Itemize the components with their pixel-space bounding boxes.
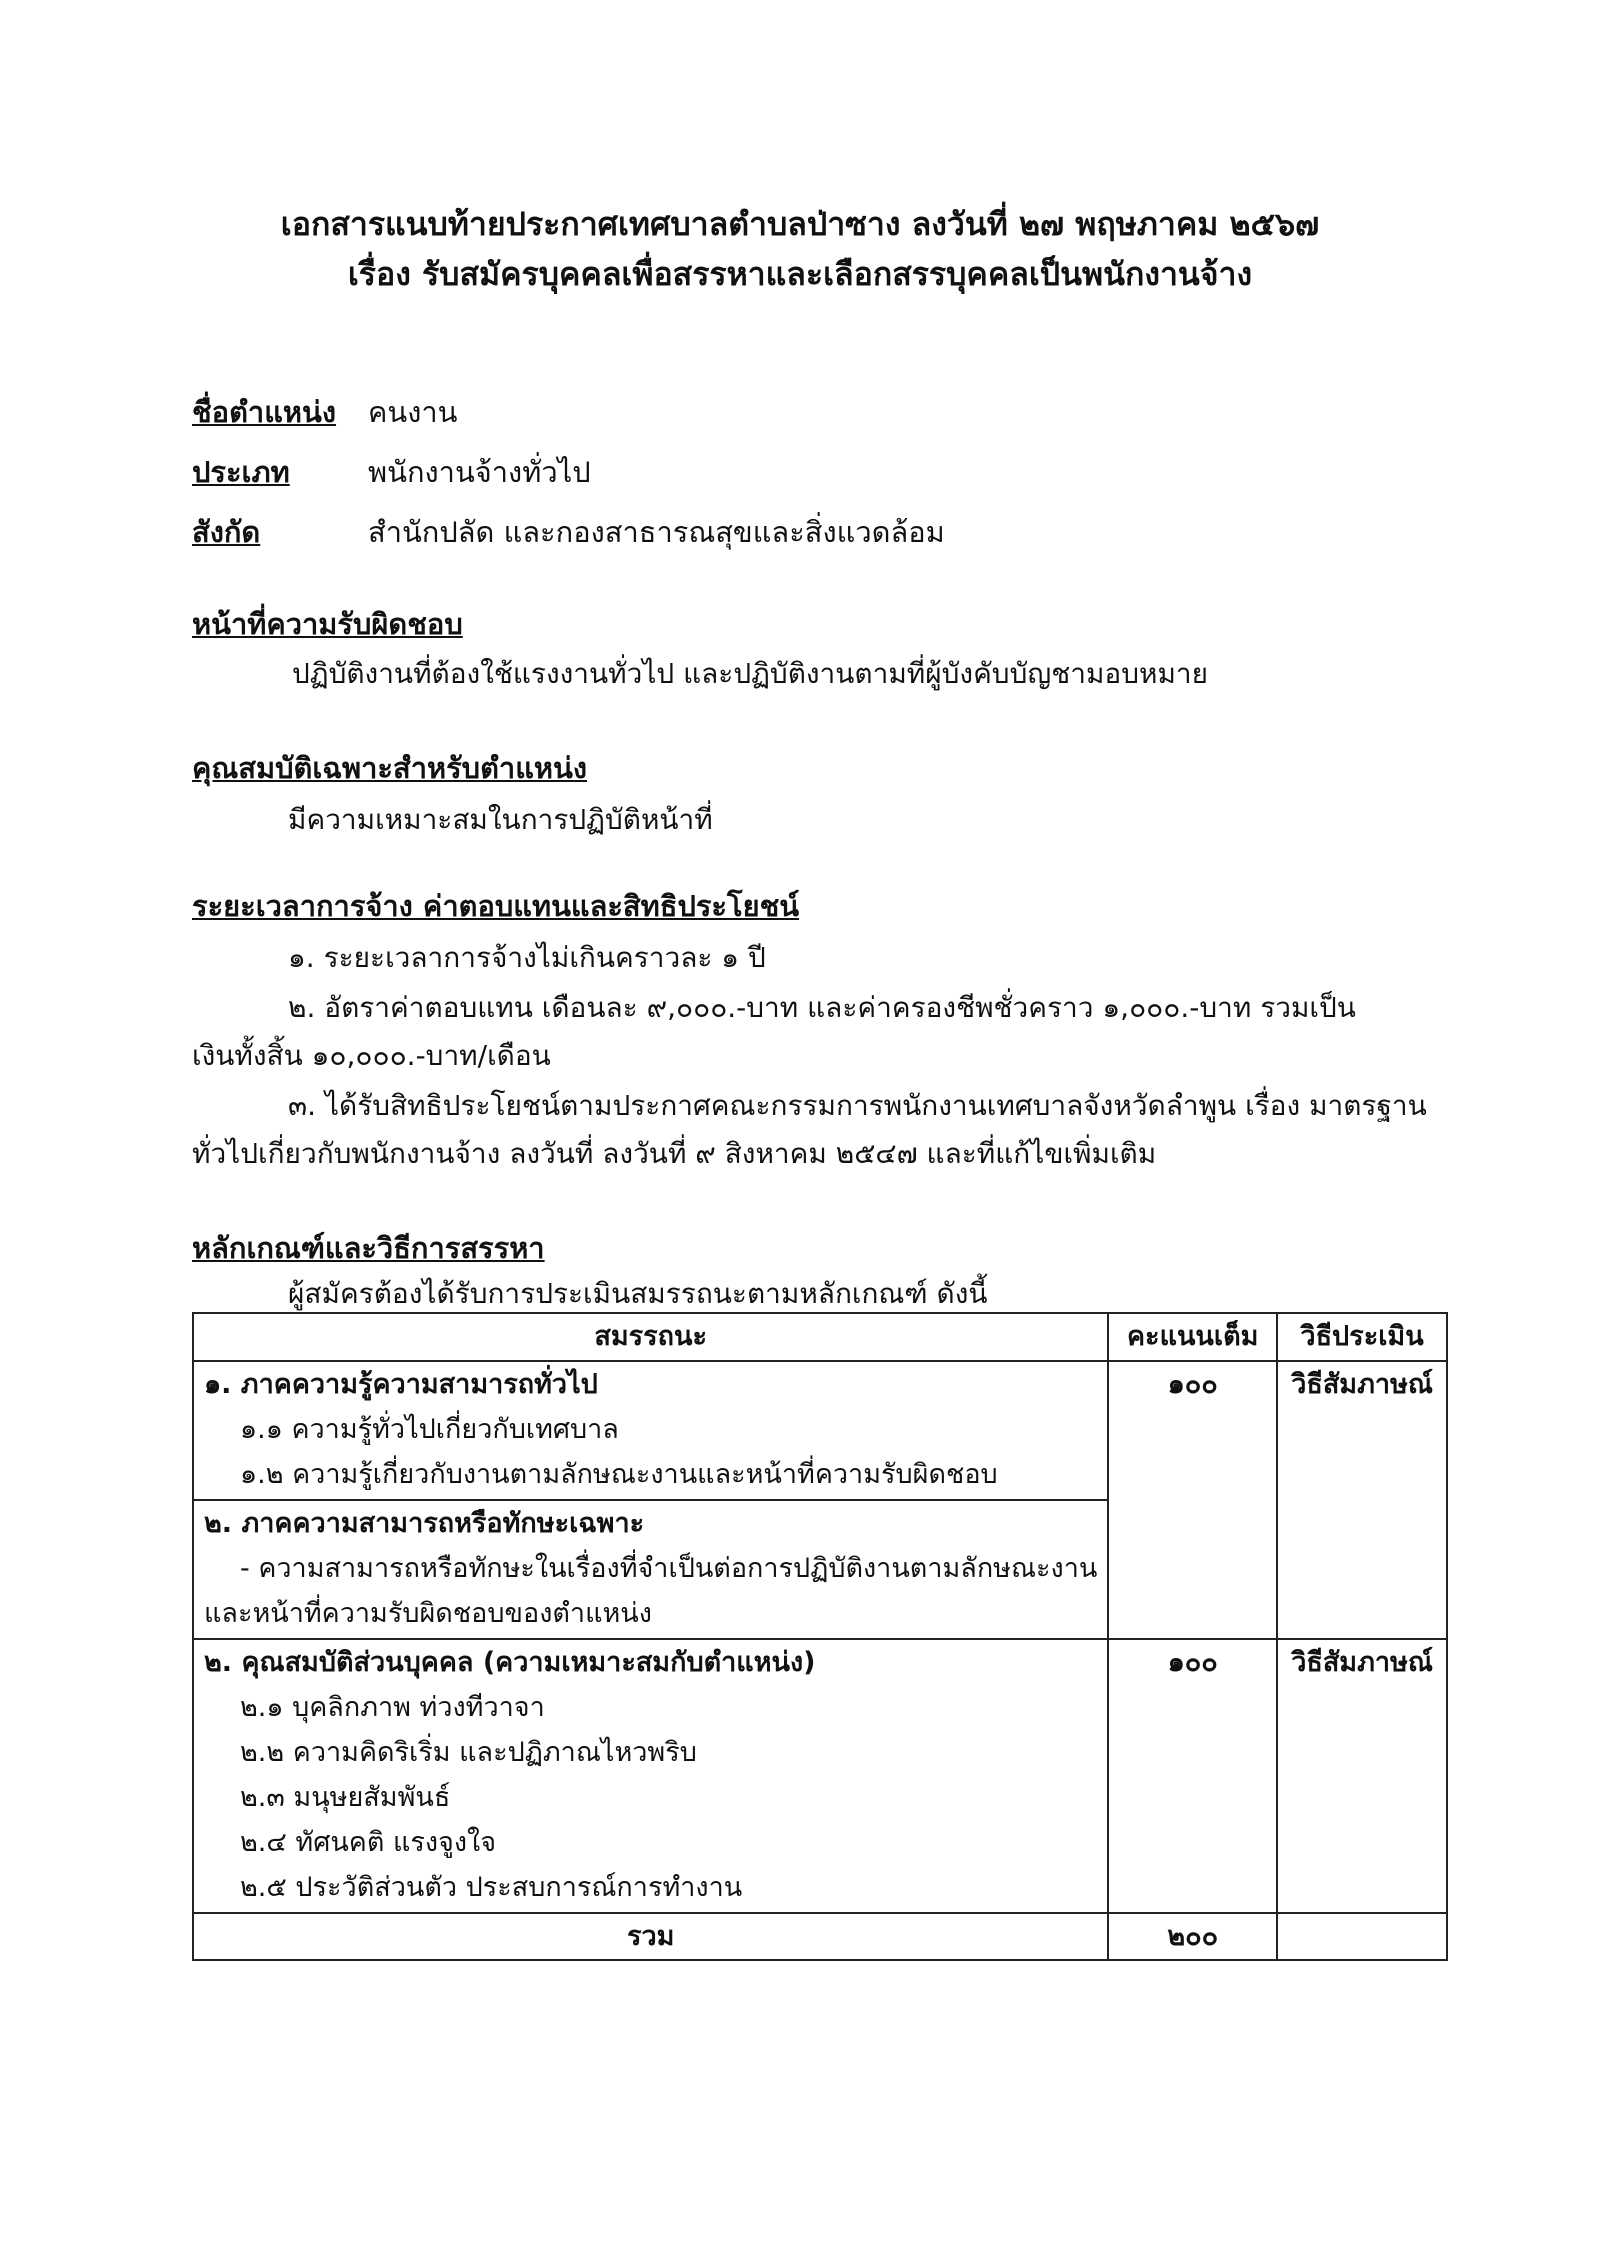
position-unit-label: สังกัด <box>192 515 261 549</box>
section3-item-2: ๒.๒ ความคิดริเริ่ม และปฏิภาณไหวพริบ <box>240 1737 697 1768</box>
total-score-cell <box>1108 1913 1277 1960</box>
section1-score-cell <box>1108 1361 1277 1639</box>
employment-item-3-line2: ทั่วไปเกี่ยวกับพนักงานจ้าง ลงวันที่ ลงวันที่ ๙ สิงหาคม ๒๕๔๗ และที่แก้ไขเพิ่มเติม <box>192 1137 1157 1170</box>
section3-method: วิธีสัมภาษณ์ <box>1291 1647 1433 1678</box>
table-row-section3 <box>193 1639 1447 1913</box>
competency-table <box>192 1312 1448 1961</box>
section1-cell <box>193 1361 1108 1500</box>
section1-score: ๑๐๐ <box>1167 1369 1218 1400</box>
section3-cell <box>193 1639 1108 1913</box>
section3-item-5: ๒.๕ ประวัติส่วนตัว ประสบการณ์การทำงาน <box>240 1872 743 1903</box>
criteria-intro: ผู้สมัครต้องได้รับการประเมินสมรรถนะตามหลักเกณฑ์ ดังนี้ <box>288 1277 988 1310</box>
criteria-heading: หลักเกณฑ์และวิธีการสรรหา <box>192 1231 545 1265</box>
position-name-label: ชื่อตำแหน่ง <box>192 395 337 429</box>
document-title-line1: เอกสารแนบท้ายประกาศเทศบาลตำบลป่าซาง ลงวันที่ ๒๗ พฤษภาคม ๒๕๖๗ <box>280 205 1320 243</box>
section3-item-4: ๒.๔ ทัศนคติ แรงจูงใจ <box>240 1827 497 1858</box>
position-type-value: พนักงานจ้างทั่วไป <box>368 455 591 489</box>
employment-item-3-line1: ๓. ได้รับสิทธิประโยชน์ตามประกาศคณะกรรมการพนักงานเทศบาลจังหวัดลำพูน เรื่อง มาตรฐาน <box>288 1089 1427 1122</box>
section1-method-cell <box>1277 1361 1447 1639</box>
section1-title: ๑. ภาคความรู้ความสามารถทั่วไป <box>204 1369 598 1400</box>
position-unit-value: สำนักปลัด และกองสาธารณสุขและสิ่งแวดล้อม <box>368 515 945 549</box>
section3-score-cell <box>1108 1639 1277 1913</box>
section2-item-line2: และหน้าที่ความรับผิดชอบของตำแหน่ง <box>204 1598 652 1629</box>
table-header-row <box>193 1313 1447 1361</box>
section3-title: ๒. คุณสมบัติส่วนบุคคล (ความเหมาะสมกับตำแหน่ง) <box>204 1647 816 1678</box>
table-row-section1 <box>193 1361 1447 1500</box>
qualifications-heading: คุณสมบัติเฉพาะสำหรับตำแหน่ง <box>192 751 587 785</box>
total-label: รวม <box>626 1921 675 1952</box>
duties-text: ปฏิบัติงานที่ต้องใช้แรงงานทั่วไป และปฏิบัติงานตามที่ผู้บังคับบัญชามอบหมาย <box>292 657 1209 690</box>
employment-item-2-line1: ๒. อัตราค่าตอบแทน เดือนละ ๙,๐๐๐.-บาท และค่าครองชีพชั่วคราว ๑,๐๐๐.-บาท รวมเป็น <box>288 991 1356 1024</box>
table-total-row <box>193 1913 1447 1960</box>
header-method: วิธีประเมิน <box>1277 1313 1447 1361</box>
header-competency: สมรรถนะ <box>193 1313 1108 1361</box>
header-score: คะแนนเต็ม <box>1108 1313 1277 1361</box>
section3-score: ๑๐๐ <box>1167 1647 1218 1678</box>
section2-title: ๒. ภาคความสามารถหรือทักษะเฉพาะ <box>204 1508 645 1539</box>
duties-heading: หน้าที่ความรับผิดชอบ <box>192 607 463 641</box>
employment-heading: ระยะเวลาการจ้าง ค่าตอบแทนและสิทธิประโยชน์ <box>192 889 800 923</box>
qualifications-text: มีความเหมาะสมในการปฏิบัติหน้าที่ <box>288 803 713 836</box>
position-name-value: คนงาน <box>368 395 458 429</box>
section1-item-2: ๑.๒ ความรู้เกี่ยวกับงานตามลักษณะงานและหน้าที่ความรับผิดชอบ <box>240 1459 998 1490</box>
total-score: ๒๐๐ <box>1167 1921 1219 1952</box>
section3-item-1: ๒.๑ บุคลิกภาพ ท่วงทีวาจา <box>240 1692 545 1723</box>
total-label-cell <box>193 1913 1108 1960</box>
total-method-cell <box>1277 1913 1447 1960</box>
section3-item-3: ๒.๓ มนุษยสัมพันธ์ <box>240 1782 451 1813</box>
employment-item-2-line2: เงินทั้งสิ้น ๑๐,๐๐๐.-บาท/เดือน <box>192 1039 551 1072</box>
section2-cell <box>193 1500 1108 1639</box>
section2-item-line1: - ความสามารถหรือทักษะในเรื่องที่จำเป็นต่อการปฏิบัติงานตามลักษณะงาน <box>240 1553 1098 1584</box>
document-title-line2: เรื่อง รับสมัครบุคคลเพื่อสรรหาและเลือกสรรบุคคลเป็นพนักงานจ้าง <box>347 255 1253 293</box>
position-type-label: ประเภท <box>192 455 290 489</box>
section1-item-1: ๑.๑ ความรู้ทั่วไปเกี่ยวกับเทศบาล <box>240 1414 619 1445</box>
section1-method: วิธีสัมภาษณ์ <box>1291 1369 1433 1400</box>
employment-item-1: ๑. ระยะเวลาการจ้างไม่เกินคราวละ ๑ ปี <box>288 941 766 974</box>
section3-method-cell <box>1277 1639 1447 1913</box>
